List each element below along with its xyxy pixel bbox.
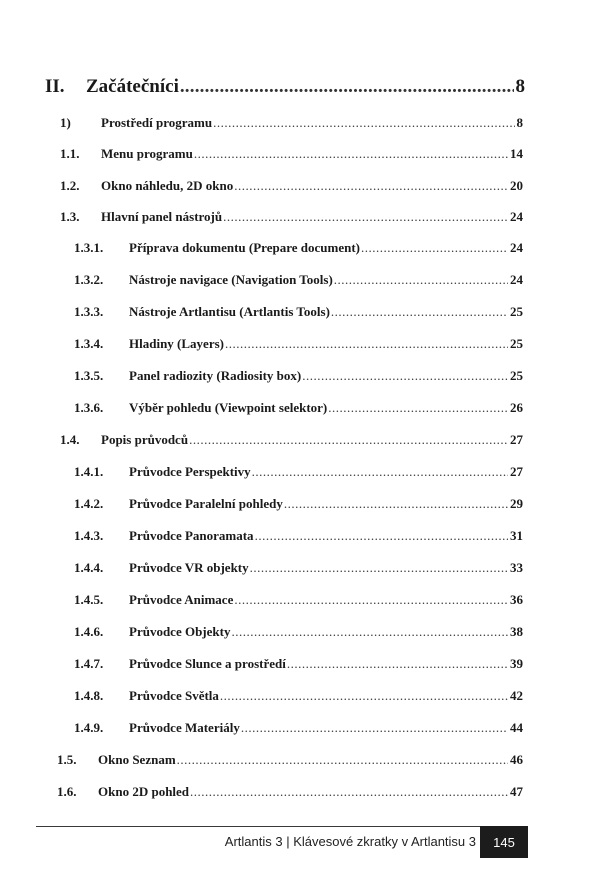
toc-entry	[45, 76, 525, 98]
toc-entry-number: 1.4.	[60, 432, 80, 447]
toc-entry	[60, 178, 523, 194]
toc-entry-title: Hladiny (Layers)	[129, 336, 224, 351]
toc-entry	[60, 115, 523, 131]
toc-entry-page: 31	[510, 528, 523, 543]
toc-entry-title: Průvodce Paralelní pohledy	[129, 496, 283, 511]
toc-entry	[74, 464, 523, 480]
toc-entry-number: 1.3.5.	[74, 368, 104, 383]
toc-entry-number: 1.3.6.	[74, 400, 104, 415]
toc-entry-title: Průvodce Slunce a prostředí	[129, 656, 286, 671]
dot-leader	[189, 432, 508, 448]
toc-entry-page: 36	[510, 592, 523, 607]
dot-leader	[361, 240, 508, 256]
footer-divider	[36, 826, 480, 827]
dot-leader	[177, 752, 508, 768]
toc-entry	[74, 240, 523, 256]
toc-entry	[74, 624, 523, 640]
dot-leader	[334, 272, 508, 288]
toc-entry-title: Nástroje navigace (Navigation Tools)	[129, 272, 333, 287]
toc-entry	[74, 496, 523, 512]
toc-entry-page: 24	[510, 272, 523, 287]
dot-leader	[225, 336, 508, 352]
toc-entry-number: 1.3.3.	[74, 304, 104, 319]
toc-entry	[74, 656, 523, 672]
toc-entry-title: Průvodce Panoramata	[129, 528, 254, 543]
dot-leader	[220, 688, 508, 704]
toc-entry-title: Hlavní panel nástrojů	[101, 209, 223, 224]
toc-entry-page: 27	[510, 432, 523, 447]
toc-entry-number: 1.4.7.	[74, 656, 104, 671]
toc-entry-page: 44	[510, 720, 523, 735]
dot-leader	[213, 115, 514, 131]
toc-entry-page: 33	[510, 560, 523, 575]
dot-leader	[231, 624, 508, 640]
toc-entry-page: 38	[510, 624, 523, 639]
toc-entry	[60, 432, 523, 448]
toc-entry-page: 47	[510, 784, 523, 799]
toc-entry-page: 8	[515, 76, 525, 97]
toc-entry-title: Průvodce Animace	[129, 592, 234, 607]
toc-entry-title: Průvodce Perspektivy	[129, 464, 251, 479]
toc-entry-number: 1.2.	[60, 178, 80, 193]
toc-entry-page: 46	[510, 752, 523, 767]
toc-entry	[74, 400, 523, 416]
running-footer: Artlantis 3 | Klávesové zkratky v Artlantisu 3	[224, 834, 476, 849]
dot-leader	[190, 784, 508, 800]
dot-leader	[287, 656, 508, 672]
toc-entry-title: Popis průvodců	[101, 432, 189, 447]
dot-leader	[252, 464, 508, 480]
dot-leader	[284, 496, 508, 512]
toc-entry-page: 20	[510, 178, 523, 193]
dot-leader	[194, 146, 508, 162]
toc-entry-number: 1.4.4.	[74, 560, 104, 575]
toc-entry	[74, 592, 523, 608]
toc-entry-page: 25	[510, 304, 523, 319]
dot-leader	[255, 528, 508, 544]
dot-leader	[180, 76, 514, 98]
dot-leader	[302, 368, 508, 384]
toc-entry	[74, 336, 523, 352]
dot-leader	[250, 560, 508, 576]
toc-entry	[57, 784, 523, 800]
toc-entry	[57, 752, 523, 768]
toc-entry-number: 1.3.1.	[74, 240, 104, 255]
toc-entry-title: Průvodce Materiály	[129, 720, 240, 735]
toc-entry-page: 24	[510, 209, 523, 224]
toc-entry-title: Prostředí programu	[101, 115, 213, 130]
toc-entry-number: 1.5.	[57, 752, 77, 767]
toc-entry-page: 42	[510, 688, 523, 703]
toc-entry-page: 26	[510, 400, 523, 415]
toc-entry-number: 1)	[60, 115, 71, 130]
toc-entry-page: 24	[510, 240, 523, 255]
toc-entry	[74, 528, 523, 544]
toc-entry-title: Průvodce VR objekty	[129, 560, 249, 575]
toc-entry	[74, 720, 523, 736]
toc-entry-number: II.	[45, 76, 65, 97]
toc-entry-page: 25	[510, 336, 523, 351]
toc-entry	[74, 688, 523, 704]
toc-entry-number: 1.4.2.	[74, 496, 104, 511]
dot-leader	[223, 209, 508, 225]
toc-entry-number: 1.3.2.	[74, 272, 104, 287]
dot-leader	[234, 178, 508, 194]
dot-leader	[331, 304, 508, 320]
toc-entry-page: 8	[516, 115, 523, 130]
toc-entry-title: Příprava dokumentu (Prepare document)	[129, 240, 360, 255]
toc-entry-title: Okno 2D pohled	[98, 784, 190, 799]
toc-entry-number: 1.4.8.	[74, 688, 104, 703]
page-number: 145	[493, 834, 515, 850]
toc-entry-title: Okno Seznam	[98, 752, 176, 767]
toc-entry-title: Panel radiozity (Radiosity box)	[129, 368, 302, 383]
toc-entry-number: 1.4.5.	[74, 592, 104, 607]
toc-entry-title: Průvodce Objekty	[129, 624, 231, 639]
toc-entry-title: Okno náhledu, 2D okno	[101, 178, 234, 193]
toc-entry-page: 27	[510, 464, 523, 479]
toc-entry-number: 1.4.3.	[74, 528, 104, 543]
toc-entry-page: 29	[510, 496, 523, 511]
toc-entry-title: Výběr pohledu (Viewpoint selektor)	[129, 400, 328, 415]
toc-entry-page: 39	[510, 656, 523, 671]
toc-entry-title: Menu programu	[101, 146, 193, 161]
toc-entry	[74, 368, 523, 384]
toc-entry-number: 1.6.	[57, 784, 77, 799]
toc-entry	[74, 560, 523, 576]
dot-leader	[241, 720, 508, 736]
toc-entry-number: 1.4.6.	[74, 624, 104, 639]
toc-entry	[60, 209, 523, 225]
toc-entry-number: 1.4.9.	[74, 720, 104, 735]
toc-entry-page: 14	[510, 146, 523, 161]
toc-entry-page: 25	[510, 368, 523, 383]
toc-entry-number: 1.1.	[60, 146, 80, 161]
dot-leader	[234, 592, 508, 608]
toc-entry-title: Začátečníci	[86, 76, 179, 97]
toc-entry-title: Průvodce Světla	[129, 688, 219, 703]
page-number-badge	[480, 826, 528, 858]
toc-entry	[60, 146, 523, 162]
toc-entry-title: Nástroje Artlantisu (Artlantis Tools)	[129, 304, 330, 319]
toc-entry	[74, 272, 523, 288]
toc-entry-number: 1.3.4.	[74, 336, 104, 351]
toc-entry	[74, 304, 523, 320]
dot-leader	[328, 400, 508, 416]
toc-entry-number: 1.3.	[60, 209, 80, 224]
toc-entry-number: 1.4.1.	[74, 464, 104, 479]
